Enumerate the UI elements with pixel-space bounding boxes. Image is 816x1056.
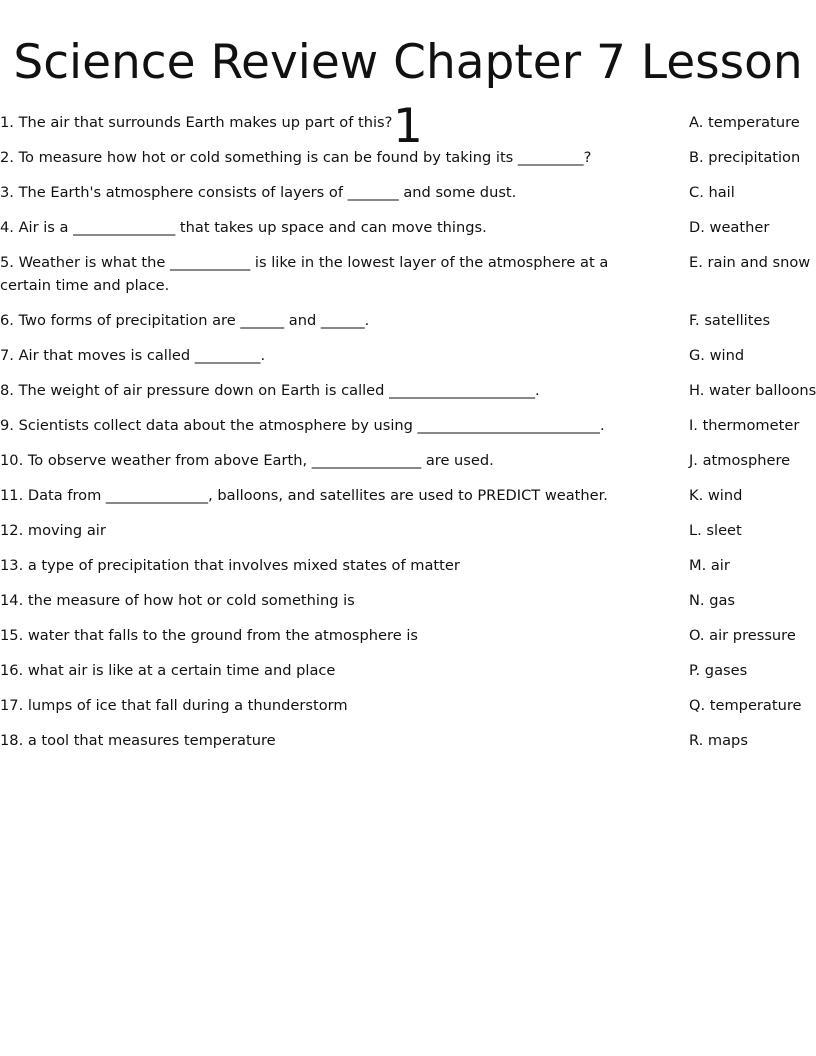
worksheet <box>0 111 816 752</box>
question-text: 6. Two forms of precipitation are ______ and ______. <box>0 312 370 329</box>
question-row <box>0 181 816 204</box>
question-row <box>0 251 816 297</box>
answer-option: O. air pressure <box>689 627 796 644</box>
question-row <box>0 589 816 612</box>
question-row <box>0 624 816 647</box>
question-text: 11. Data from ______________, balloons, and satellites are used to PREDICT weather. <box>0 487 608 504</box>
answer-option: N. gas <box>689 592 736 609</box>
question-text: 10. To observe weather from above Earth, _______________ are used. <box>0 452 494 469</box>
question-text: 13. a type of precipitation that involves mixed states of matter <box>0 557 460 574</box>
question-text: 2. To measure how hot or cold something is can be found by taking its _________? <box>0 149 592 166</box>
answer-option: R. maps <box>689 732 748 749</box>
question-text: 15. water that falls to the ground from the atmosphere is <box>0 627 418 644</box>
answer-option: F. satellites <box>689 312 771 329</box>
answer-option: L. sleet <box>689 522 742 539</box>
question-row <box>0 554 816 577</box>
question-row <box>0 414 816 437</box>
answer-option: E. rain and snow <box>689 254 811 271</box>
question-text: 7. Air that moves is called _________. <box>0 347 266 364</box>
question-text: 14. the measure of how hot or cold something is <box>0 592 355 609</box>
question-row <box>0 519 816 542</box>
question-row <box>0 216 816 239</box>
question-row <box>0 379 816 402</box>
answer-option: J. atmosphere <box>689 452 791 469</box>
answer-option: D. weather <box>689 219 770 236</box>
answer-option: M. air <box>689 557 730 574</box>
question-row <box>0 729 816 752</box>
question-row <box>0 344 816 367</box>
answer-option: B. precipitation <box>689 149 801 166</box>
question-text: 8. The weight of air pressure down on Earth is called ____________________. <box>0 382 540 399</box>
question-row <box>0 146 816 169</box>
question-text: 5. Weather is what the ___________ is like in the lowest layer of the atmosphere at a certain time and place. <box>0 254 609 294</box>
answer-option: Q. temperature <box>689 697 802 714</box>
question-text: 1. The air that surrounds Earth makes up part of this? <box>0 114 393 131</box>
answer-option: H. water balloons <box>689 382 816 399</box>
question-text: 12. moving air <box>0 522 106 539</box>
question-row <box>0 659 816 682</box>
question-text: 17. lumps of ice that fall during a thunderstorm <box>0 697 348 714</box>
question-text: 4. Air is a ______________ that takes up space and can move things. <box>0 219 487 236</box>
question-text: 18. a tool that measures temperature <box>0 732 276 749</box>
question-row <box>0 484 816 507</box>
question-row <box>0 694 816 717</box>
answer-option: C. hail <box>689 184 735 201</box>
question-row <box>0 449 816 472</box>
question-row <box>0 309 816 332</box>
answer-option: P. gases <box>689 662 748 679</box>
question-text: 3. The Earth's atmosphere consists of layers of _______ and some dust. <box>0 184 517 201</box>
answer-option: A. temperature <box>689 114 800 131</box>
answer-option: I. thermometer <box>689 417 800 434</box>
page-title: Science Review Chapter 7 Lesson 1 <box>13 35 803 154</box>
answer-option: K. wind <box>689 487 743 504</box>
answer-option: G. wind <box>689 347 745 364</box>
question-row <box>0 111 816 134</box>
question-text: 16. what air is like at a certain time and place <box>0 662 336 679</box>
question-text: 9. Scientists collect data about the atmosphere by using _________________________. <box>0 417 605 434</box>
